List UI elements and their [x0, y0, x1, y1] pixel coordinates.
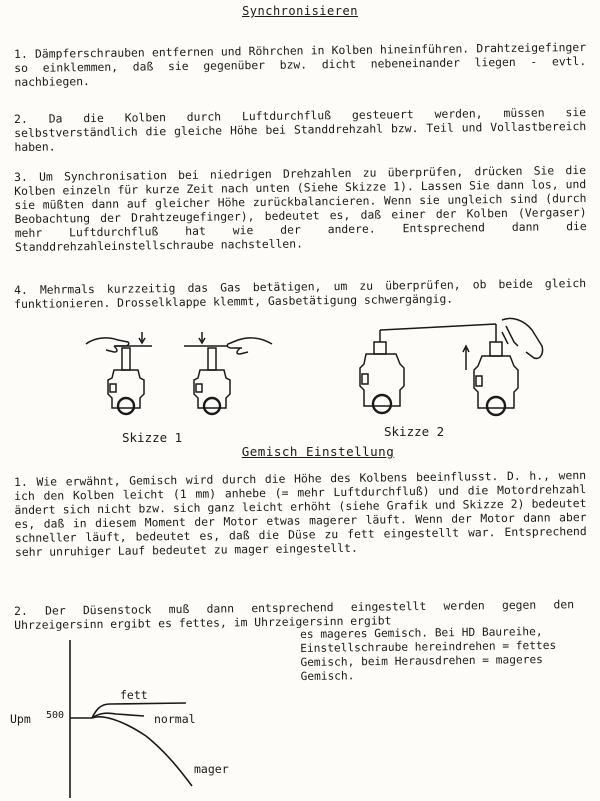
gemisch-step-2-start: 2. Der Düsenstock muß dann entsprechend eingestellt werden gegen den Uhrzeigersinn ergibt es fettes, im Uhrzeigersinn ergibt [14, 597, 575, 632]
sync-step-3: 3. Um Synchronisation bei niedrigen Drehzahlen zu überprüfen, drücken Sie die Kolben einzeln für kurze Zeit nach unten (Siehe Skizze 1). Lassen Sie dann los, und sie müßten dann auf gleicher Höhe zurückbalancieren. Wenn sie ungleich sind (durch Beobachtung der Drahtzeugefinger), bedeutet es, daß einer der Kolben (Vergaser) mehr Luftdurchfluß hat wie der andere. Entsprechend dann die Standdrehzahleinstellschraube nachstellen. [14, 163, 587, 254]
rpm-graph [66, 640, 226, 800]
sketch-1-caption: Skizze 1 [122, 430, 183, 445]
sketch-2-caption: Skizze 2 [384, 424, 445, 439]
sync-step-2: 2. Da die Kolben durch Luftdurchfluß gesteuert werden, müssen sie selbstverständlich die gleiche Höhe bei Standdrehzahl bzw. Teil und Vollastbereich haben. [14, 105, 587, 154]
sync-step-4: 4. Mehrmals kurzzeitig das Gas betätigen, um zu überprüfen, ob beide gleich funktionieren. Drosselklappe klemmt, Gasbetätigung schwergängig. [14, 276, 587, 311]
section-title-gemisch: Gemisch Einstellung [241, 444, 395, 459]
label-mager: mager [194, 762, 229, 776]
gemisch-step-1: 1. Wie erwähnt, Gemisch wird durch die Höhe des Kolbens beeinflusst. D. h., wenn ich den Kolben leicht (1 mm) anhebe (= mehr Luftdurchfluß) und die Motordrehzahl ändert sich nicht bzw. sich ganz leicht erhöht (siehe Grafik und Skizze 2) bedeutet es, daß in diesem Moment der Motor etwas magerer läuft. Wenn der Motor dann aber schneller läuft, bedeutet es, daß die Düse zu fett eingestellt war. Entsprechend sehr unruhiger Lauf bedeutet zu mager eingestellt. [14, 468, 587, 559]
sync-step-1: 1. Dämpferschrauben entfernen und Röhrchen in Kolben hineinführen. Drahtzeigefinger so einklemmen, daß sie gegenüber bzw. dicht nebeneinander liegen - evtl. nachbiegen. [14, 40, 587, 89]
label-fett: fett [120, 688, 148, 702]
page-title: Synchronisieren [242, 4, 358, 18]
graph-y-label: Upm [10, 712, 31, 726]
sketch-2-illustration [356, 312, 552, 424]
curve-mager [92, 717, 192, 786]
sketch-1-illustration [84, 328, 274, 428]
graph-start-value: 500 [46, 710, 65, 721]
label-normal: normal [154, 712, 196, 726]
gemisch-step-2-continued: es mageres Gemisch. Bei HD Baureihe, Einstellschraube hereindrehen = fettes Gemisch, beim Herausdrehen = mageres Gemisch. [300, 625, 557, 683]
